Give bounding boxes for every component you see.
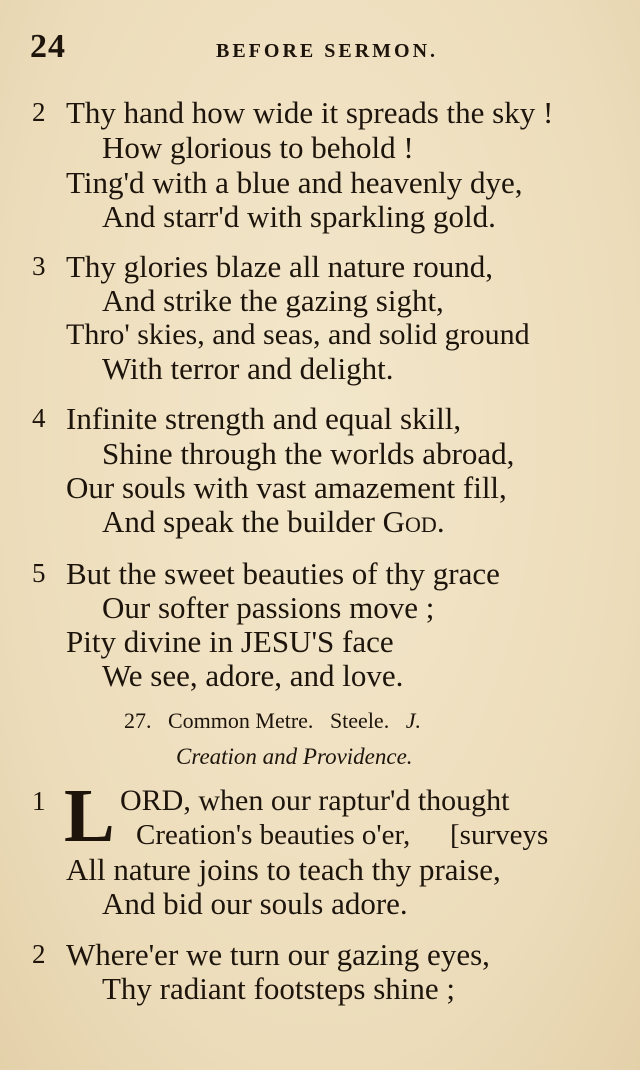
verse-line: With terror and delight.: [102, 351, 394, 386]
verse-line: But the sweet beauties of thy grace: [66, 556, 500, 591]
verse-number: 2: [32, 97, 46, 127]
verse-line: And starr'd with sparkling gold.: [102, 199, 496, 234]
verse-line: We see, adore, and love.: [102, 658, 404, 693]
verse-number: 3: [32, 251, 46, 281]
verse-line-text: And speak the builder: [102, 504, 375, 539]
god-small-caps: God.: [382, 504, 445, 539]
verse-line: And bid our souls adore.: [102, 886, 408, 921]
hymn-number: 27.: [124, 708, 152, 733]
verse-line: Thy radiant footsteps shine ;: [102, 971, 455, 1006]
verse-number: 1: [32, 786, 46, 816]
verse-line: Thro' skies, and seas, and solid ground: [66, 318, 530, 351]
verse-line: All nature joins to teach thy praise,: [66, 852, 501, 887]
verse-line: And strike the gazing sight,: [102, 283, 444, 318]
verse-line: Where'er we turn our gazing eyes,: [66, 937, 490, 972]
verse-line: Pity divine in JESU'S face: [66, 624, 394, 659]
verse-line: How glorious to behold !: [102, 130, 414, 165]
hymn-title: Creation and Providence.: [176, 744, 413, 769]
verse-line: Our softer passions move ;: [102, 590, 435, 625]
verse-line: Thy hand how wide it spreads the sky !: [66, 95, 554, 130]
page-number: 24: [30, 28, 66, 65]
hymn-metre: Common Metre.: [168, 708, 314, 733]
verse-line: Our souls with vast amazement fill,: [66, 470, 507, 505]
verse-line: Thy glories blaze all nature round,: [66, 249, 493, 284]
overflow-word: [surveys: [450, 819, 549, 851]
verse-line: Infinite strength and equal skill,: [66, 401, 462, 436]
page-header: [30, 28, 620, 68]
tune-mark: J.: [405, 708, 421, 733]
hymn-heading: [124, 708, 421, 734]
verse-number: 4: [32, 403, 46, 433]
verse-line: Ting'd with a blue and heavenly dye,: [66, 165, 523, 200]
verse-line: Creation's beauties o'er,: [136, 819, 411, 851]
running-head: BEFORE SERMON.: [216, 40, 439, 62]
verse-number: 2: [32, 939, 46, 969]
verse-line: Shine through the worlds abroad,: [102, 436, 515, 471]
drop-cap: L: [64, 774, 115, 858]
verse-line: [102, 505, 445, 539]
verse-line: ORD, when our raptur'd thought: [120, 784, 510, 817]
verse-number: 5: [32, 558, 46, 588]
hymn-author: Steele.: [329, 708, 390, 733]
